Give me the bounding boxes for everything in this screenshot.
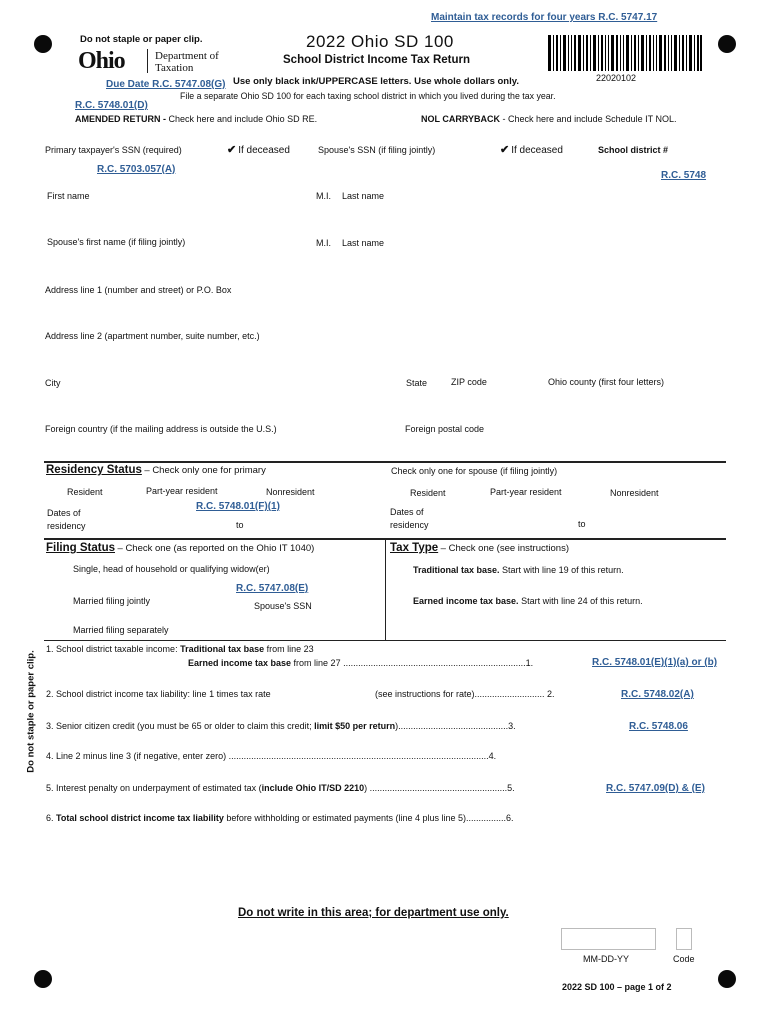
line-3-prefix: 3. Senior citizen credit (you must be 65 or older to claim this credit; bbox=[46, 721, 315, 731]
registration-mark-bottom-left bbox=[34, 970, 52, 988]
spouse-last-name-label: Last name bbox=[342, 238, 385, 248]
county-label: Ohio county (first four letters) bbox=[548, 377, 665, 387]
line-1b-bold: Earned income tax base bbox=[188, 658, 292, 668]
spouse-mi-label: M.I. bbox=[316, 238, 331, 248]
line-3-link[interactable]: R.C. 5748.06 bbox=[629, 721, 688, 732]
line-3-bold: limit $50 per return bbox=[314, 721, 396, 731]
line-6-bold: Total school district income tax liability bbox=[56, 813, 224, 823]
due-date-link[interactable]: Due Date R.C. 5747.08(G) bbox=[106, 79, 226, 90]
primary-deceased-checkbox[interactable] bbox=[227, 143, 290, 156]
if-deceased-label-2: If deceased bbox=[511, 145, 563, 156]
ohio-wordmark: Ohio bbox=[78, 48, 125, 74]
line-1-link[interactable]: R.C. 5748.01(E)(1)(a) or (b) bbox=[592, 657, 718, 668]
line-1 bbox=[46, 644, 314, 654]
primary-ssn-label: Primary taxpayer's SSN (required) bbox=[45, 145, 182, 155]
no-staple-note: Do not staple or paper clip. bbox=[80, 34, 203, 45]
filing-mfs-option[interactable]: Married filing separately bbox=[73, 625, 169, 635]
residency-title: Residency Status bbox=[46, 464, 142, 476]
primary-dates-label bbox=[47, 507, 86, 533]
spouse-first-name-label: Spouse's first name (if filing jointly) bbox=[47, 237, 186, 247]
residency-header bbox=[46, 464, 266, 476]
dept-use-note: Do not write in this area; for department use only. bbox=[238, 907, 509, 919]
barcode bbox=[548, 35, 702, 71]
dates-of-label: Dates of bbox=[47, 508, 81, 518]
residency-label: residency bbox=[47, 521, 86, 531]
amended-link[interactable]: R.C. 5748.01(D) bbox=[75, 100, 148, 111]
traditional-tax-base-option[interactable] bbox=[413, 565, 624, 575]
primary-part-year-option[interactable]: Part-year resident bbox=[146, 486, 218, 496]
filing-header bbox=[46, 542, 314, 554]
last-name-label: Last name bbox=[342, 191, 385, 201]
line-6 bbox=[46, 813, 514, 823]
residency-link[interactable]: R.C. 5748.01(F)(1) bbox=[196, 501, 280, 512]
earned-bold: Earned income tax base. bbox=[413, 596, 519, 606]
line-1-suffix: from line 23 bbox=[264, 644, 314, 654]
tax-type-header bbox=[390, 542, 569, 554]
registration-mark-bottom-right bbox=[718, 970, 736, 988]
dept-line-2: Taxation bbox=[155, 62, 194, 74]
checkmark-icon: ✔ bbox=[500, 144, 510, 156]
form-title: 2022 Ohio SD 100 bbox=[306, 32, 454, 51]
primary-to-label: to bbox=[236, 520, 244, 530]
dept-name bbox=[155, 50, 219, 74]
earned-income-tax-base-option[interactable] bbox=[413, 596, 643, 606]
nol-carryback-checkbox[interactable] bbox=[421, 114, 676, 124]
school-district-label: School district # bbox=[598, 145, 669, 155]
address-line-1-label: Address line 1 (number and street) or P.O. Box bbox=[45, 285, 232, 295]
primary-resident-option[interactable]: Resident bbox=[67, 487, 103, 497]
mi-label: M.I. bbox=[316, 191, 331, 201]
form-code: 22020102 bbox=[596, 73, 637, 83]
line-5-suffix: ) .......................................................5. bbox=[364, 783, 515, 793]
foreign-postal-label: Foreign postal code bbox=[405, 424, 485, 434]
side-no-staple-note: Do not staple or paper clip. bbox=[25, 650, 37, 773]
line-6-prefix: 6. bbox=[46, 813, 57, 823]
spouse-to-label: to bbox=[578, 519, 586, 529]
ohio-logo bbox=[78, 48, 125, 75]
traditional-rest: Start with line 19 of this return. bbox=[502, 565, 624, 575]
line-5-bold: include Ohio IT/SD 2210 bbox=[261, 783, 365, 793]
filing-bottom-rule bbox=[44, 640, 726, 641]
spouse-deceased-checkbox[interactable] bbox=[500, 143, 563, 156]
if-deceased-label: If deceased bbox=[238, 145, 290, 156]
address-line-2-label: Address line 2 (apartment number, suite number, etc.) bbox=[45, 331, 260, 341]
spouse-dates-label bbox=[390, 506, 429, 532]
registration-mark-top-left bbox=[34, 35, 52, 53]
code-label: Code bbox=[673, 954, 695, 964]
ink-note: Use only black ink/UPPERCASE letters. Use whole dollars only. bbox=[233, 76, 519, 87]
zip-label: ZIP code bbox=[451, 377, 487, 387]
line-1-earned bbox=[188, 658, 533, 668]
line-4: 4. Line 2 minus line 3 (if negative, enter zero) ........................................................................................................4. bbox=[46, 751, 497, 761]
logo-divider bbox=[147, 49, 148, 73]
residency-spouse-note: Check only one for spouse (if filing jointly) bbox=[391, 466, 558, 476]
dept-date-box bbox=[561, 928, 656, 950]
filing-link[interactable]: R.C. 5747.08(E) bbox=[236, 583, 309, 594]
spouse-part-year-option[interactable]: Part-year resident bbox=[490, 487, 562, 497]
checkmark-icon: ✔ bbox=[227, 144, 237, 156]
foreign-country-label: Foreign country (if the mailing address is outside the U.S.) bbox=[45, 424, 277, 434]
residency-primary-note: – Check only one for primary bbox=[144, 465, 266, 476]
dept-line-1: Department of bbox=[155, 50, 219, 62]
spouse-resident-option[interactable]: Resident bbox=[410, 488, 446, 498]
line-1b-suffix: from line 27 .........................................................................1. bbox=[291, 658, 534, 668]
line-3-suffix: )............................................3. bbox=[395, 721, 516, 731]
nol-text: - Check here and include Schedule IT NOL. bbox=[502, 114, 677, 124]
amended-label: AMENDED RETURN - bbox=[75, 114, 166, 124]
line-2-rate-note: (see instructions for rate)............................ 2. bbox=[375, 689, 555, 699]
school-district-link[interactable]: R.C. 5748 bbox=[661, 170, 707, 181]
line-1-bold: Traditional tax base bbox=[180, 644, 265, 654]
first-name-label: First name bbox=[47, 191, 90, 201]
traditional-bold: Traditional tax base. bbox=[413, 565, 500, 575]
line-5-prefix: 5. Interest penalty on underpayment of estimated tax ( bbox=[46, 783, 262, 793]
nol-label: NOL CARRYBACK bbox=[421, 114, 501, 124]
line-5-link[interactable]: R.C. 5747.09(D) & (E) bbox=[606, 783, 705, 794]
spouse-nonresident-option[interactable]: Nonresident bbox=[610, 488, 659, 498]
line-2: 2. School district income tax liability: line 1 times tax rate bbox=[46, 689, 271, 699]
separate-return-note: File a separate Ohio SD 100 for each taxing school district in which you lived during the tax year. bbox=[180, 91, 556, 101]
page-number: 2022 SD 100 – page 1 of 2 bbox=[562, 982, 672, 992]
line-5 bbox=[46, 783, 515, 793]
filing-note: – Check one (as reported on the Ohio IT 1040) bbox=[117, 543, 315, 554]
registration-mark-top-right bbox=[718, 35, 736, 53]
filing-single-option[interactable]: Single, head of household or qualifying widow(er) bbox=[73, 564, 270, 574]
filing-mfj-option[interactable]: Married filing jointly bbox=[73, 596, 151, 606]
form-subtitle: School District Income Tax Return bbox=[283, 54, 471, 66]
line-3 bbox=[46, 721, 516, 731]
amended-text: Check here and include Ohio SD RE. bbox=[168, 114, 318, 124]
filing-title: Filing Status bbox=[46, 542, 115, 554]
ssn-link[interactable]: R.C. 5703.057(A) bbox=[97, 164, 176, 175]
tax-type-title: Tax Type bbox=[390, 542, 439, 554]
date-format-label: MM-DD-YY bbox=[583, 954, 629, 964]
filing-tax-divider bbox=[385, 539, 386, 641]
records-link[interactable]: Maintain tax records for four years R.C. 5747.17 bbox=[431, 12, 658, 23]
state-label: State bbox=[406, 378, 428, 388]
tax-type-note: – Check one (see instructions) bbox=[440, 543, 569, 554]
earned-rest: Start with line 24 of this return. bbox=[521, 596, 643, 606]
city-label: City bbox=[45, 378, 61, 388]
filing-spouse-ssn-label: Spouse's SSN bbox=[254, 601, 312, 611]
line-2-link[interactable]: R.C. 5748.02(A) bbox=[621, 689, 694, 700]
spouse-ssn-label: Spouse's SSN (if filing jointly) bbox=[318, 145, 436, 155]
dept-code-box bbox=[676, 928, 692, 950]
residency-label-2: residency bbox=[390, 520, 429, 530]
primary-nonresident-option[interactable]: Nonresident bbox=[266, 487, 315, 497]
residency-top-rule bbox=[44, 461, 726, 463]
dates-of-label-2: Dates of bbox=[390, 507, 424, 517]
line-1-prefix: 1. School district taxable income: bbox=[46, 644, 181, 654]
line-6-suffix: before withholding or estimated payments (line 4 plus line 5)................6. bbox=[223, 813, 514, 823]
amended-return-checkbox[interactable] bbox=[75, 114, 317, 124]
